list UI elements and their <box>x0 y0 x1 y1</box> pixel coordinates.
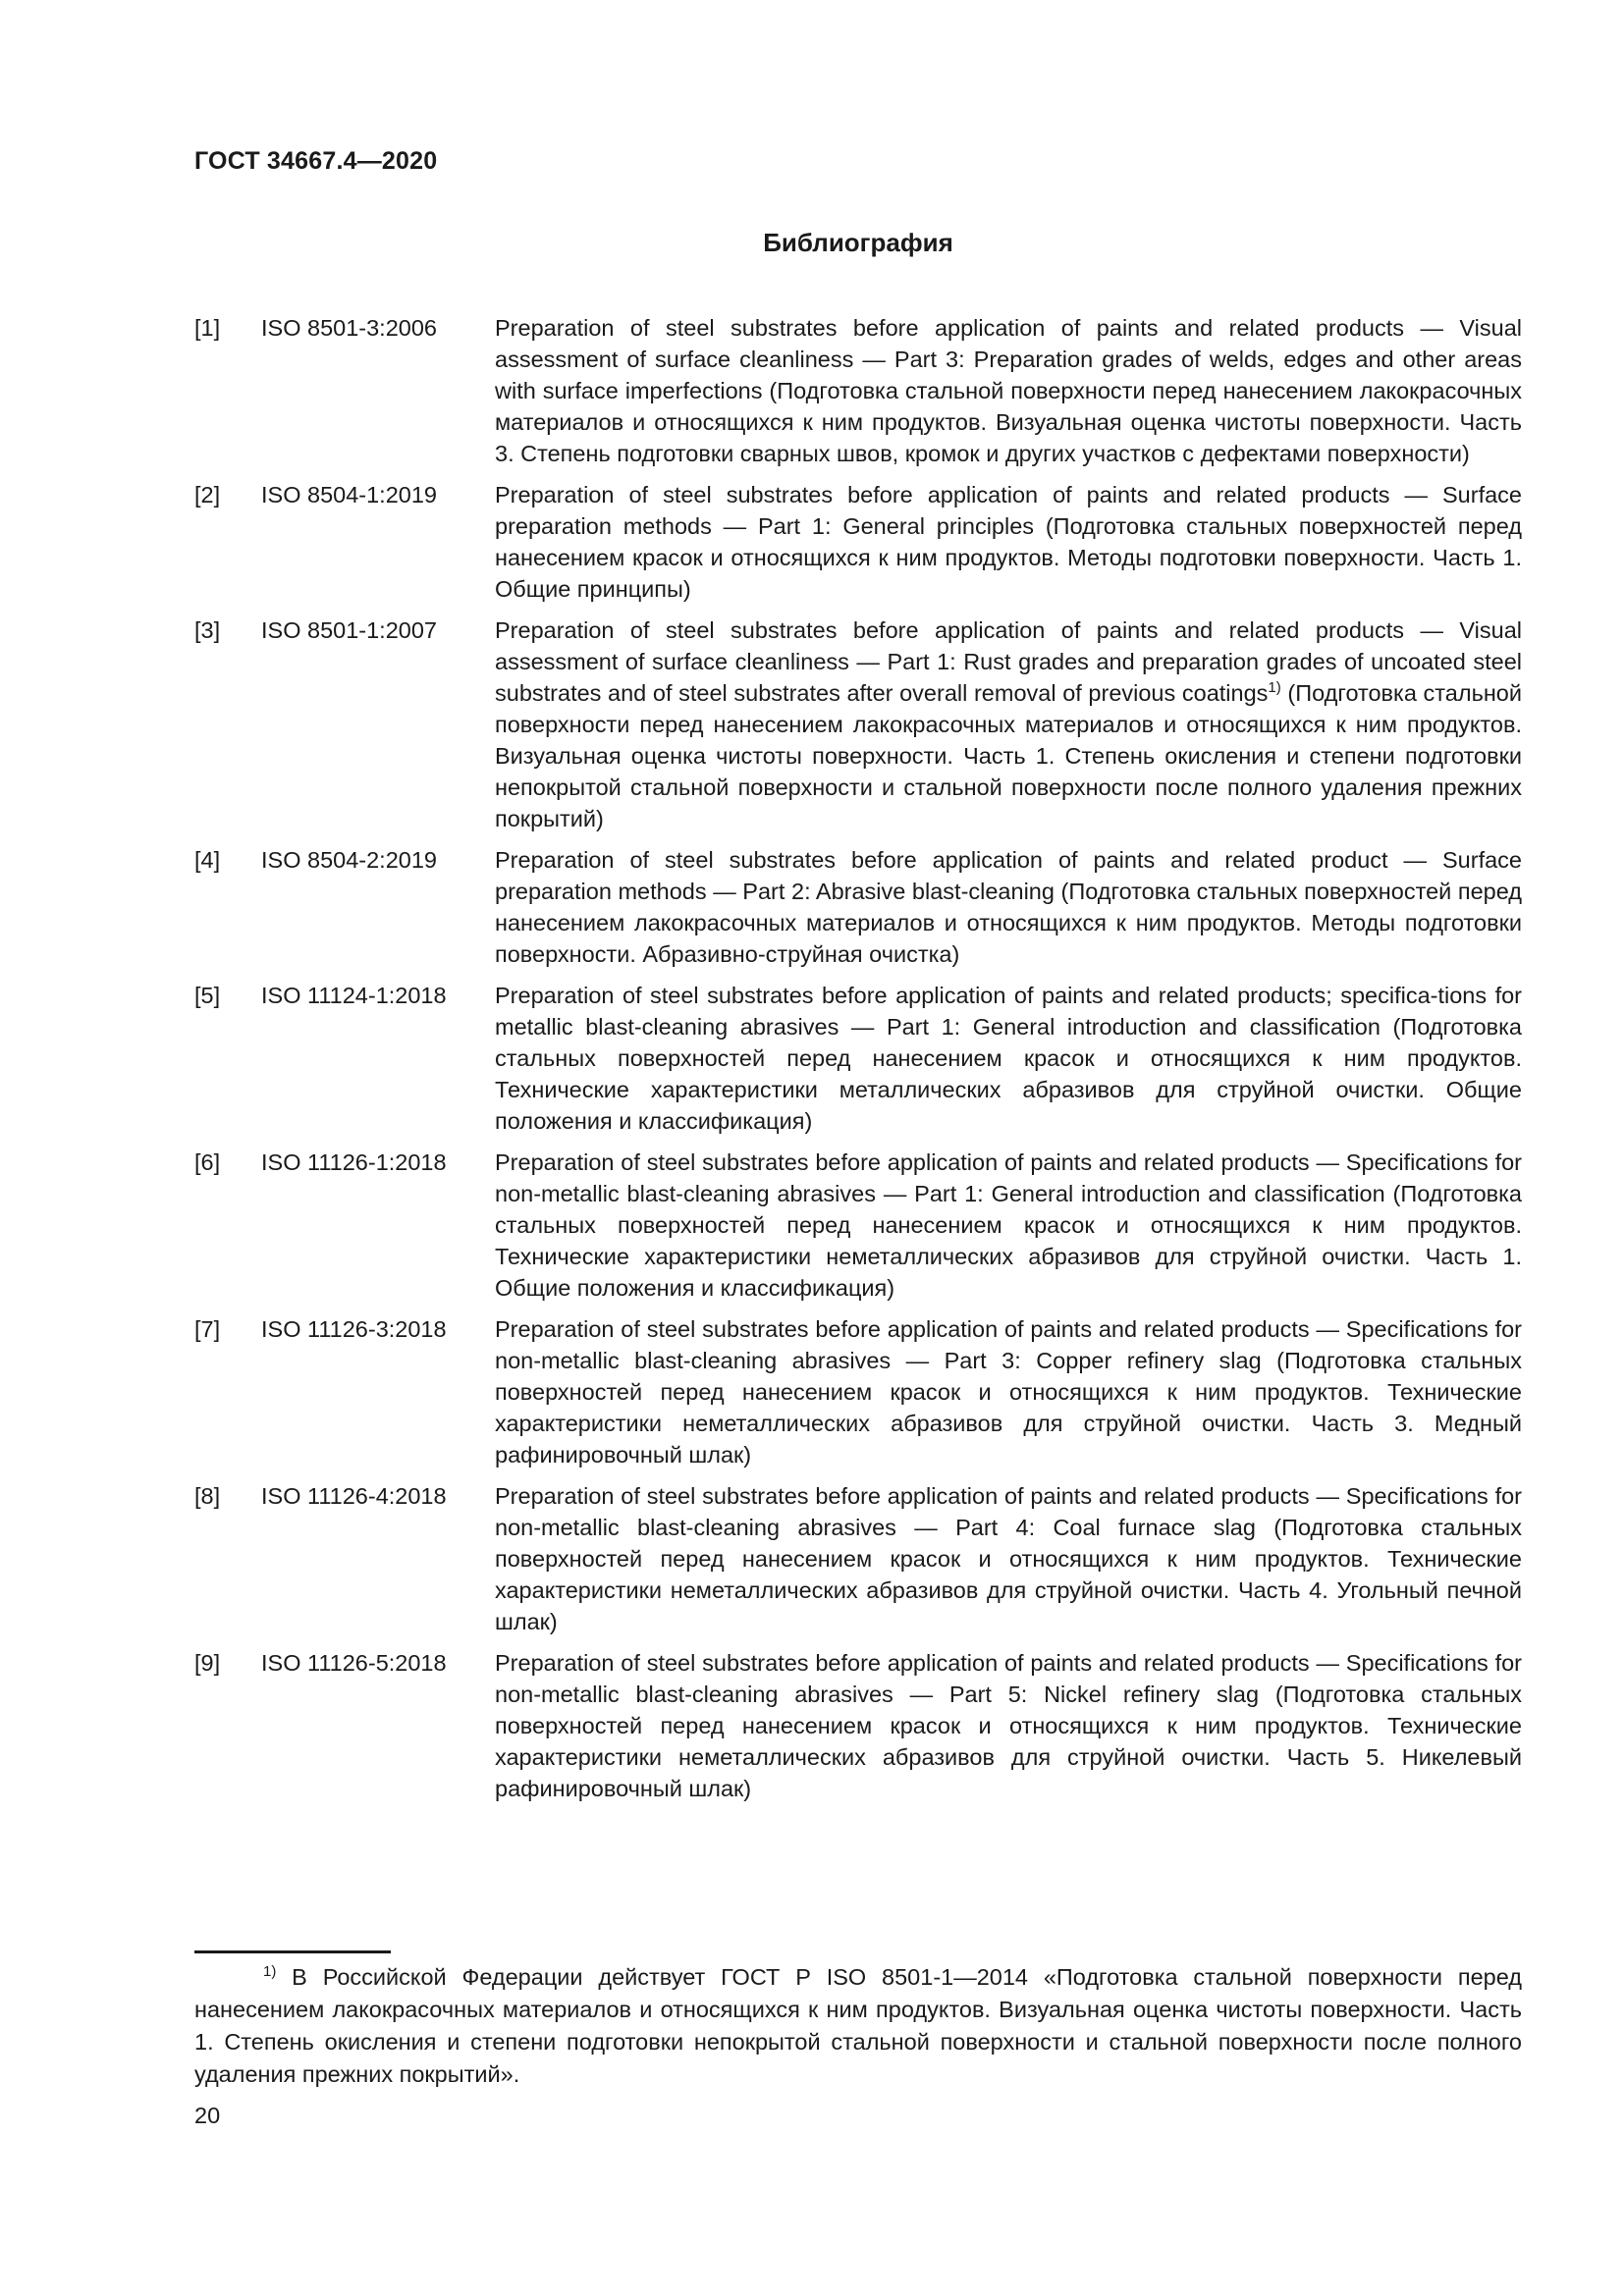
entry-description: Preparation of steel substrates before application of paints and related products — Visual assessment of surface cleanliness — Part 3: Preparation grades of welds, edges and other areas with surface imperfections (Подготовка стальной поверхности перед нанесением лакокрасочных материалов и относящихся к ним продуктов. Визуальная оценка чистоты поверхности. Часть 3. Степень подготовки сварных швов, кромок и других участков с дефектами поверхности) <box>495 315 1522 466</box>
section-title: Библиография <box>763 228 953 257</box>
entry-description: Preparation of steel substrates before application of paints and related products — Surface preparation methods — Part 1: General principles (Подготовка стальных поверхностей перед нанесением красок и относящихся к ним продуктов. Методы подготовки поверхности. Часть 1. Общие принципы) <box>495 482 1522 602</box>
entry-description: Preparation of steel substrates before application of paints and related products — Specifications for non-metallic blast-cleaning abrasives — Part 3: Copper refinery slag (Подготовка стальных поверхностей перед нанесением красок и относящихся к ним продуктов. Технические характеристики неметаллических абразивов для струйной очистки. Часть 3. Медный рафинировочный шлак) <box>495 1316 1522 1468</box>
entry-description: Preparation of steel substrates before application of paints and related products — Specifications for non-metallic blast-cleaning abrasives — Part 4: Coal furnace slag (Подготовка стальных поверхностей перед нанесением красок и относящихся к ним продуктов. Технические характеристики неметаллических абразивов для струйной очистки. Часть 4. Угольный печной шлак) <box>495 1483 1522 1634</box>
bibliography-entry <box>194 614 1522 834</box>
entry-standard-code: ISO 11126-1:2018 <box>261 1149 447 1175</box>
entry-number: [5] <box>194 983 221 1008</box>
entry-number: [4] <box>194 847 221 873</box>
entry-number: [6] <box>194 1149 221 1175</box>
entry-description: Preparation of steel substrates before application of paints and related products — Specifications for non-metallic blast-cleaning abrasives — Part 5: Nickel refinery slag (Подготовка стальных поверхностей перед нанесением красок и относящихся к ним продуктов. Технические характеристики неметаллических абразивов для струйной очистки. Часть 5. Никелевый рафинировочный шлак) <box>495 1650 1522 1801</box>
entry-standard-code: ISO 11124-1:2018 <box>261 983 447 1008</box>
footnote-text: В Российской Федерации действует ГОСТ Р ISO 8501-1—2014 «Подготовка стальной поверхности перед нанесением лакокрасочных материалов и относящихся к ним продуктов. Визуальная оценка чистоты поверхности. Часть 1. Степень окисления и степени подготовки непокрытой стальной поверхности и стальной поверхности после полного удаления прежних покрытий». <box>194 1964 1522 2087</box>
entry-number: [1] <box>194 315 221 341</box>
bibliography-entry <box>194 1313 1522 1470</box>
entry-standard-code: ISO 8501-3:2006 <box>261 315 437 341</box>
entry-standard-code: ISO 11126-5:2018 <box>261 1650 447 1676</box>
entry-number: [8] <box>194 1483 221 1509</box>
bibliography-entry <box>194 1480 1522 1637</box>
document-standard-id: ГОСТ 34667.4—2020 <box>194 147 438 175</box>
entry-description <box>495 614 1522 834</box>
footnote-reference-mark: 1) <box>1268 679 1281 697</box>
entry-standard-code: ISO 8504-1:2019 <box>261 482 437 507</box>
bibliography-entry <box>194 980 1522 1137</box>
entry-standard-code: ISO 11126-3:2018 <box>261 1316 447 1342</box>
footnote <box>194 1961 1522 2091</box>
footnote-mark: 1) <box>263 1963 277 1981</box>
bibliography-entry <box>194 1647 1522 1804</box>
entry-number: [7] <box>194 1316 221 1342</box>
entry-description: Preparation of steel substrates before application of paints and related products — Specifications for non-metallic blast-cleaning abrasives — Part 1: General introduction and classification (Подготовка стальных поверхностей перед нанесением красок и относящихся к ним продуктов. Технические характеристики неметаллических абразивов для струйной очистки. Часть 1. Общие положения и классификация) <box>495 1149 1522 1301</box>
bibliography-entry <box>194 844 1522 970</box>
entry-description-main: Preparation of steel substrates before application of paints and related products — Visual assessment of surface cleanliness — Part 1: Rust grades and preparation grades of uncoated steel substrates and of steel substrates after overall removal of previous coatings <box>495 617 1522 706</box>
entry-number: [9] <box>194 1650 221 1676</box>
entry-description: Preparation of steel substrates before application of paints and related products; specifica-tions for metallic blast-cleaning abrasives — Part 1: General introduction and classification (Подготовка стальных поверхностей перед нанесением красок и относящихся к ним продуктов. Технические характеристики металлических абразивов для струйной очистки. Общие положения и классификация) <box>495 983 1522 1134</box>
bibliography-entry <box>194 479 1522 605</box>
entry-description-continued: (Подготовка стальной поверхности перед нанесением лакокрасочных материалов и относящихся к ним продуктов. Визуальная оценка чистоты поверхности. Часть 1. Степень окисления и степени подготовки непокрытой стальной поверхности и стальной поверхности после полного удаления прежних покрытий) <box>495 680 1522 831</box>
entry-number: [3] <box>194 617 221 643</box>
bibliography-entry <box>194 312 1522 469</box>
entry-standard-code: ISO 8504-2:2019 <box>261 847 437 873</box>
entry-standard-code: ISO 8501-1:2007 <box>261 617 437 643</box>
footnote-separator <box>194 1950 391 1953</box>
entry-description: Preparation of steel substrates before application of paints and related product — Surface preparation methods — Part 2: Abrasive blast-cleaning (Подготовка стальных поверхностей перед нанесением лакокрасочных материалов и относящихся к ним продуктов. Методы подготовки поверхности. Абразивно-струйная очистка) <box>495 847 1522 967</box>
bibliography-entry <box>194 1147 1522 1304</box>
entry-standard-code: ISO 11126-4:2018 <box>261 1483 447 1509</box>
bibliography-list <box>194 312 1522 1814</box>
entry-number: [2] <box>194 482 221 507</box>
page-number: 20 <box>194 2103 221 2128</box>
